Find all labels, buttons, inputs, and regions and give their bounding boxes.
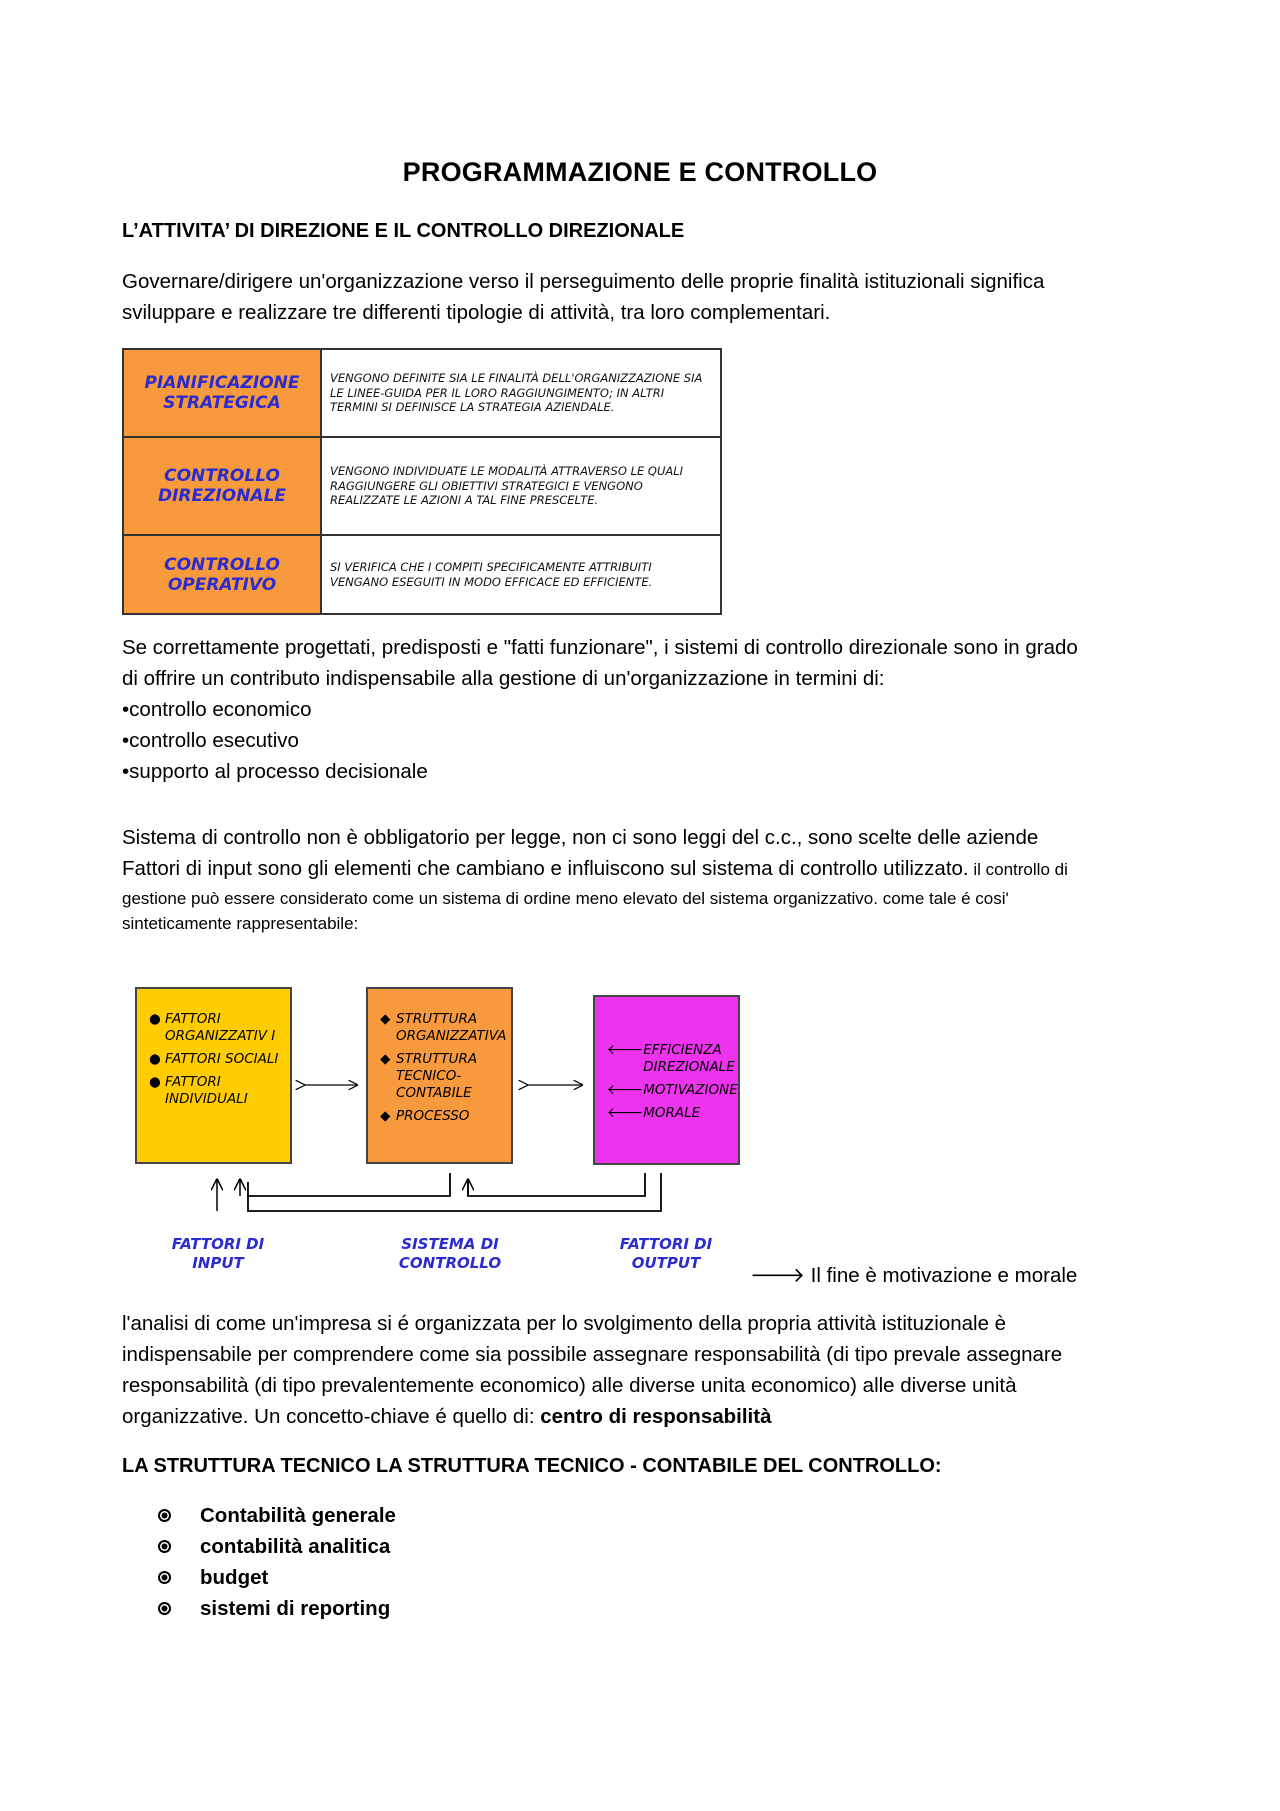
paragraph-line: organizzative. Un concetto-chiave é quello di: centro di responsabilità <box>122 1405 772 1428</box>
bullet-dot-icon: ● <box>149 1051 161 1067</box>
bullet-line: •controllo economico <box>122 698 312 721</box>
activity-name: CONTROLLO DIREZIONALE <box>123 437 321 535</box>
activity-name: PIANIFICAZIONE STRATEGICA <box>123 349 321 437</box>
fine-note: 🡒 Il fine è motivazione e morale <box>750 1264 1078 1287</box>
activity-description: VENGONO DEFINITE SIA LE FINALITÀ DELL'ORGANIZZAZIONE SIA LE LINEE-GUIDA PER IL LORO RAGGIUNGIMENTO; IN ALTRI TERMINI SI DEFINISCE LA STRATEGIA AZIENDALE. <box>321 349 721 437</box>
box-item: MOTIVAZIONE <box>643 1082 738 1098</box>
controllo-paragraph <box>122 632 1172 787</box>
bullet-icon <box>160 1542 169 1551</box>
label-output-factors: FATTORI DI OUTPUT <box>619 1235 713 1272</box>
paragraph-line: sinteticamente rappresentabile: <box>122 914 359 933</box>
box-item: STRUTTURA ORGANIZZATIVA <box>396 1011 507 1044</box>
box-item: STRUTTURA TECNICO-CONTABILE <box>396 1051 478 1101</box>
box-item: MORALE <box>643 1105 701 1121</box>
activity-row <box>123 349 721 437</box>
section-heading-direzione: L’ATTIVITA’ DI DIREZIONE E IL CONTROLLO DIREZIONALE <box>122 220 685 242</box>
control-system-box <box>366 987 513 1164</box>
key-concept: centro di responsabilità <box>540 1405 772 1428</box>
bullet-icon <box>160 1511 169 1520</box>
bullet-dot-icon: ● <box>149 1074 161 1090</box>
paragraph-line: di offrire un contributo indispensabile alla gestione di un'organizzazione in termini di: <box>122 667 885 690</box>
list-item: sistemi di reporting <box>160 1593 396 1624</box>
analisi-paragraph <box>122 1308 1172 1432</box>
page-title: PROGRAMMAZIONE E CONTROLLO <box>402 157 878 187</box>
arrow-left-icon: 🡐 <box>607 1042 644 1058</box>
activity-name: CONTROLLO OPERATIVO <box>123 535 321 614</box>
diamond-icon: ◆ <box>380 1108 391 1124</box>
intro-line: sviluppare e realizzare tre differenti tipologie di attività, tra loro complementari. <box>122 301 831 324</box>
activity-row <box>123 535 721 614</box>
box-item: EFFICIENZA DIREZIONALE <box>643 1042 735 1075</box>
paragraph-line: gestione può essere considerato come un sistema di ordine meno elevato del sistema organizzativo. come tale é cosi' <box>122 889 1009 908</box>
paragraph-line: indispensabile per comprendere come sia possibile assegnare responsabilità (di tipo prevale assegnare <box>122 1343 1063 1366</box>
arrow-left-icon: 🡐 <box>607 1082 644 1098</box>
paragraph-line: l'analisi di come un'impresa si é organizzata per lo svolgimento della propria attività istituzionale è <box>122 1312 1007 1335</box>
diamond-icon: ◆ <box>380 1051 391 1067</box>
bullet-icon <box>160 1604 169 1613</box>
activity-description: VENGONO INDIVIDUATE LE MODALITÀ ATTRAVERSO LE QUALI RAGGIUNGERE GLI OBIETTIVI STRATEGICI E VENGONO REALIZZATE LE AZIONI A TAL FINE PRESCELTE. <box>321 437 721 535</box>
paragraph-line: Sistema di controllo non è obbligatorio per legge, non ci sono leggi del c.c., sono scelte delle aziende <box>122 826 1039 849</box>
feedback-line-inner <box>247 1173 450 1196</box>
paragraph-line: Fattori di input sono gli elementi che cambiano e influiscono sul sistema di controllo utilizzato. il controllo di <box>122 857 1068 880</box>
list-item: Contabilità generale <box>160 1500 396 1531</box>
sistema-paragraph <box>122 822 1172 884</box>
diamond-icon: ◆ <box>380 1011 391 1027</box>
list-item: budget <box>160 1562 396 1593</box>
activities-table <box>122 348 722 615</box>
bullet-line: •controllo esecutivo <box>122 729 299 752</box>
box-item: FATTORI INDIVIDUALI <box>165 1074 248 1107</box>
output-factors-box <box>593 995 740 1165</box>
bullet-line: •supporto al processo decisionale <box>122 760 428 783</box>
box-item: FATTORI ORGANIZZATIV I <box>165 1011 276 1044</box>
paragraph-line: responsabilità (di tipo prevalentemente economico) alle diverse unita economico) alle diverse unità <box>122 1374 1017 1397</box>
struttura-list <box>160 1500 396 1624</box>
feedback-line-outer <box>248 1173 661 1211</box>
input-factors-box <box>135 987 292 1164</box>
arrow-left-icon: 🡐 <box>607 1105 644 1121</box>
activity-row <box>123 437 721 535</box>
section-heading-struttura: LA STRUTTURA TECNICO LA STRUTTURA TECNICO - CONTABILE DEL CONTROLLO: <box>122 1455 942 1477</box>
activity-description: SI VERIFICA CHE I COMPITI SPECIFICAMENTE ATTRIBUITI VENGANO ESEGUITI IN MODO EFFICACE ED EFFICIENTE. <box>321 535 721 614</box>
bullet-dot-icon: ● <box>149 1011 161 1027</box>
intro-paragraph <box>122 266 1172 328</box>
intro-line: Governare/dirigere un'organizzazione verso il perseguimento delle proprie finalità istituzionali significa <box>122 270 1045 293</box>
box-item: FATTORI SOCIALI <box>165 1051 279 1067</box>
box-item: PROCESSO <box>396 1108 470 1124</box>
label-control-system: SISTEMA DI CONTROLLO <box>398 1235 502 1272</box>
sistema-paragraph-small <box>122 886 1172 936</box>
feedback-line-output <box>468 1173 645 1196</box>
bullet-icon <box>160 1573 169 1582</box>
label-input-factors: FATTORI DI INPUT <box>171 1235 265 1272</box>
paragraph-line: Se correttamente progettati, predisposti e "fatti funzionare", i sistemi di controllo direzionale sono in grado <box>122 636 1078 659</box>
list-item: contabilità analitica <box>160 1531 396 1562</box>
